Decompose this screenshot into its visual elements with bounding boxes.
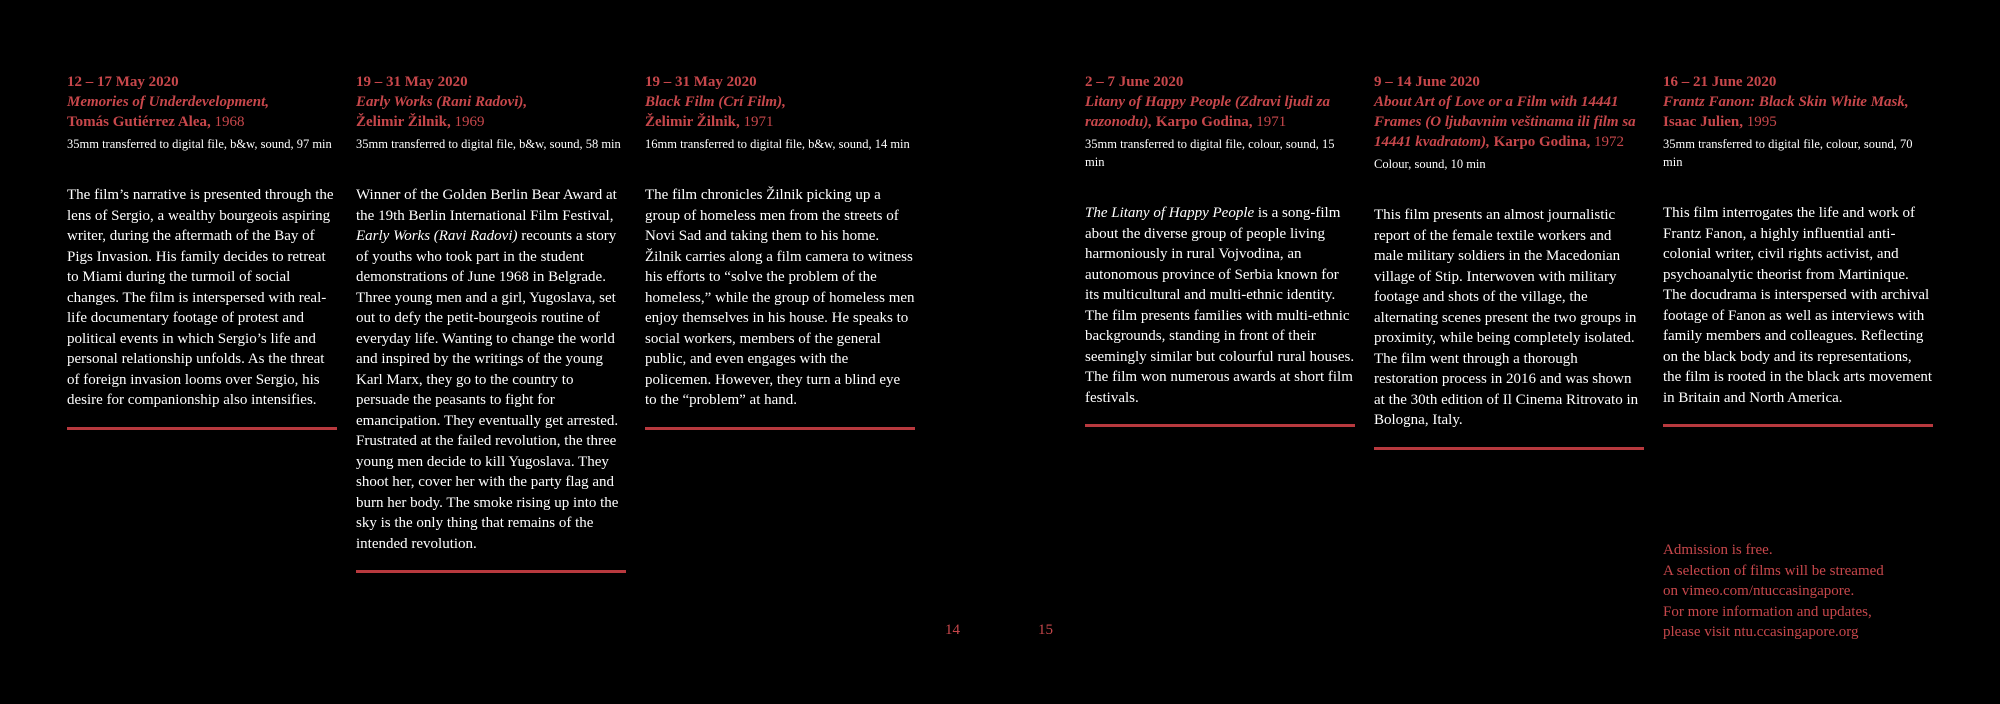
film-year: 1995 (1746, 114, 1777, 130)
admission-note (1663, 540, 1953, 643)
film-director (356, 112, 626, 132)
description-title: The Litany of Happy People (1085, 205, 1255, 221)
film-title: Memories of Underdevelopment, (67, 94, 270, 110)
film-title: Black Film (Crí Film), (645, 94, 786, 110)
divider (356, 570, 626, 573)
film-entry (356, 72, 626, 573)
film-entry (1085, 72, 1355, 427)
film-year: 1968 (214, 114, 245, 130)
film-spec: 35mm transferred to digital file, colour, sound, 70 min (1663, 137, 1913, 169)
film-director (67, 112, 337, 132)
description-title: Early Works (Ravi Radovi) (356, 228, 518, 244)
admission-line: Admission is free. (1663, 542, 1773, 558)
screening-date: 19 – 31 May 2020 (356, 74, 468, 90)
screening-date: 12 – 17 May 2020 (67, 74, 179, 90)
film-description: This film interrogates the life and work of Frantz Fanon, a highly influential anti-colonial writer, civil rights activist, and psychoanalytic theorist from Martinique. The docudrama is interspersed with archival footage of Fanon as well as interviews with family members and colleagues. Reflecting on the black body and its representations, the film is rooted in the black arts movement in Britain and North America. (1663, 205, 1933, 406)
screening-date: 9 – 14 June 2020 (1374, 74, 1480, 90)
film-description (1085, 203, 1355, 408)
stream-link[interactable]: on vimeo.com/ntuccasingapore. (1663, 583, 1855, 599)
film-spec: 35mm transferred to digital file, b&w, sound, 97 min (67, 137, 332, 151)
screening-date: 19 – 31 May 2020 (645, 74, 757, 90)
film-title (1374, 92, 1644, 152)
film-year: 1969 (454, 114, 485, 130)
film-title-text: About Art of Love or a Film with 14441 Frames (O ljubavnim veštinama ili film sa 14441 kvadratom), (1374, 94, 1636, 150)
film-spec: 16mm transferred to digital file, b&w, sound, 14 min (645, 137, 910, 151)
film-description: The film chronicles Žilnik picking up a group of homeless men from the streets of Novi Sad and taking them to his home. Žilnik carries along a film camera to witness his efforts to “solve the problem of the homeless,” while the group of homeless men enjoy themselves in his house. He speaks to social workers, members of the general public, and even engages with the policemen. However, they turn a blind eye to the “problem” at hand. (645, 187, 915, 408)
description-text: is a song-film about the diverse group of people living harmoniously in rural Vojvodina, an autonomous province of Serbia known for its multicultural and multi-ethnic identity. The film presents families with multi-ethnic backgrounds, standing in front of their seemingly similar but colourful rural houses. The film won numerous awards at short film festivals. (1085, 205, 1355, 406)
film-year: 1971 (1256, 114, 1287, 130)
film-year: 1972 (1594, 134, 1625, 150)
page-number-left: 14 (945, 622, 960, 638)
director-name: Karpo Godina, (1155, 114, 1253, 130)
divider (1663, 424, 1933, 427)
film-entry (1374, 72, 1644, 450)
film-title-text: Litany of Happy People (Zdravi ljudi za razonodu), (1085, 94, 1330, 130)
screening-date: 16 – 21 June 2020 (1663, 74, 1777, 90)
admission-line: For more information and updates, (1663, 603, 1872, 620)
admission-line: A selection of films will be streamed (1663, 562, 1884, 579)
film-description: This film presents an almost journalistic report of the female textile workers and male military soldiers in the Macedonian village of Stip. Interwoven with military footage and shots of the village, the alternating scenes present the two groups in proximity, while being completely isolated. The film went through a thorough restoration process in 2016 and was shown at the 30th edition of Il Cinema Ritrovato in Bologna, Italy. (1374, 207, 1639, 428)
divider (645, 427, 915, 430)
director-name: Karpo Godina, (1493, 134, 1591, 150)
film-title: Early Works (Rani Radovi), (356, 94, 528, 110)
page-number-right: 15 (1038, 622, 1053, 638)
film-spec: 35mm transferred to digital file, b&w, sound, 58 min (356, 137, 621, 151)
film-year: 1971 (743, 114, 774, 130)
description-text: recounts a story of youths who took part in the student demonstrations of June 1968 in Belgrade. Three young men and a girl, Yugoslava, set out to defy the petit-bourgeois routine of everyday life. Wanting to change the world and inspired by the writings of the young Karl Marx, they go to the country to persuade the peasants to fight for emancipation. They eventually get arrested. Frustrated at the failed revolution, the three young men decide to kill Yugoslava. They shoot her, cover her with the party flag and burn her body. The smoke rising up into the sky is the only thing that remains of the intended revolution. (356, 228, 619, 552)
film-entry (67, 72, 337, 430)
director-name: Isaac Julien, (1663, 114, 1744, 130)
film-director (645, 112, 915, 132)
film-entry (1663, 72, 1933, 427)
film-spec: 35mm transferred to digital file, colour, sound, 15 min (1085, 137, 1335, 169)
divider (1085, 424, 1355, 427)
director-name: Želimir Žilnik, (645, 114, 740, 130)
film-title (1085, 92, 1355, 132)
website-link[interactable]: please visit ntu.ccasingapore.org (1663, 624, 1859, 640)
film-description: The film’s narrative is presented through the lens of Sergio, a wealthy bourgeois aspiring writer, during the aftermath of the Bay of Pigs Invasion. His family decides to retreat to Miami during the turmoil of social changes. The film is interspersed with real-life documentary footage of protest and political events in which Sergio’s life and personal relationship unfolds. As the threat of foreign invasion looms over Sergio, his desire for companionship also intensifies. (67, 187, 334, 408)
director-name: Tomás Gutiérrez Alea, (67, 114, 211, 130)
director-name: Želimir Žilnik, (356, 114, 451, 130)
film-director (1663, 112, 1933, 132)
screening-date: 2 – 7 June 2020 (1085, 74, 1184, 90)
film-entry (645, 72, 915, 430)
divider (67, 427, 337, 430)
film-spec: Colour, sound, 10 min (1374, 157, 1486, 171)
film-title: Frantz Fanon: Black Skin White Mask, (1663, 94, 1909, 110)
film-description (356, 185, 626, 554)
divider (1374, 447, 1644, 450)
description-text: Winner of the Golden Berlin Bear Award at the 19th Berlin International Film Festival, (356, 187, 617, 224)
